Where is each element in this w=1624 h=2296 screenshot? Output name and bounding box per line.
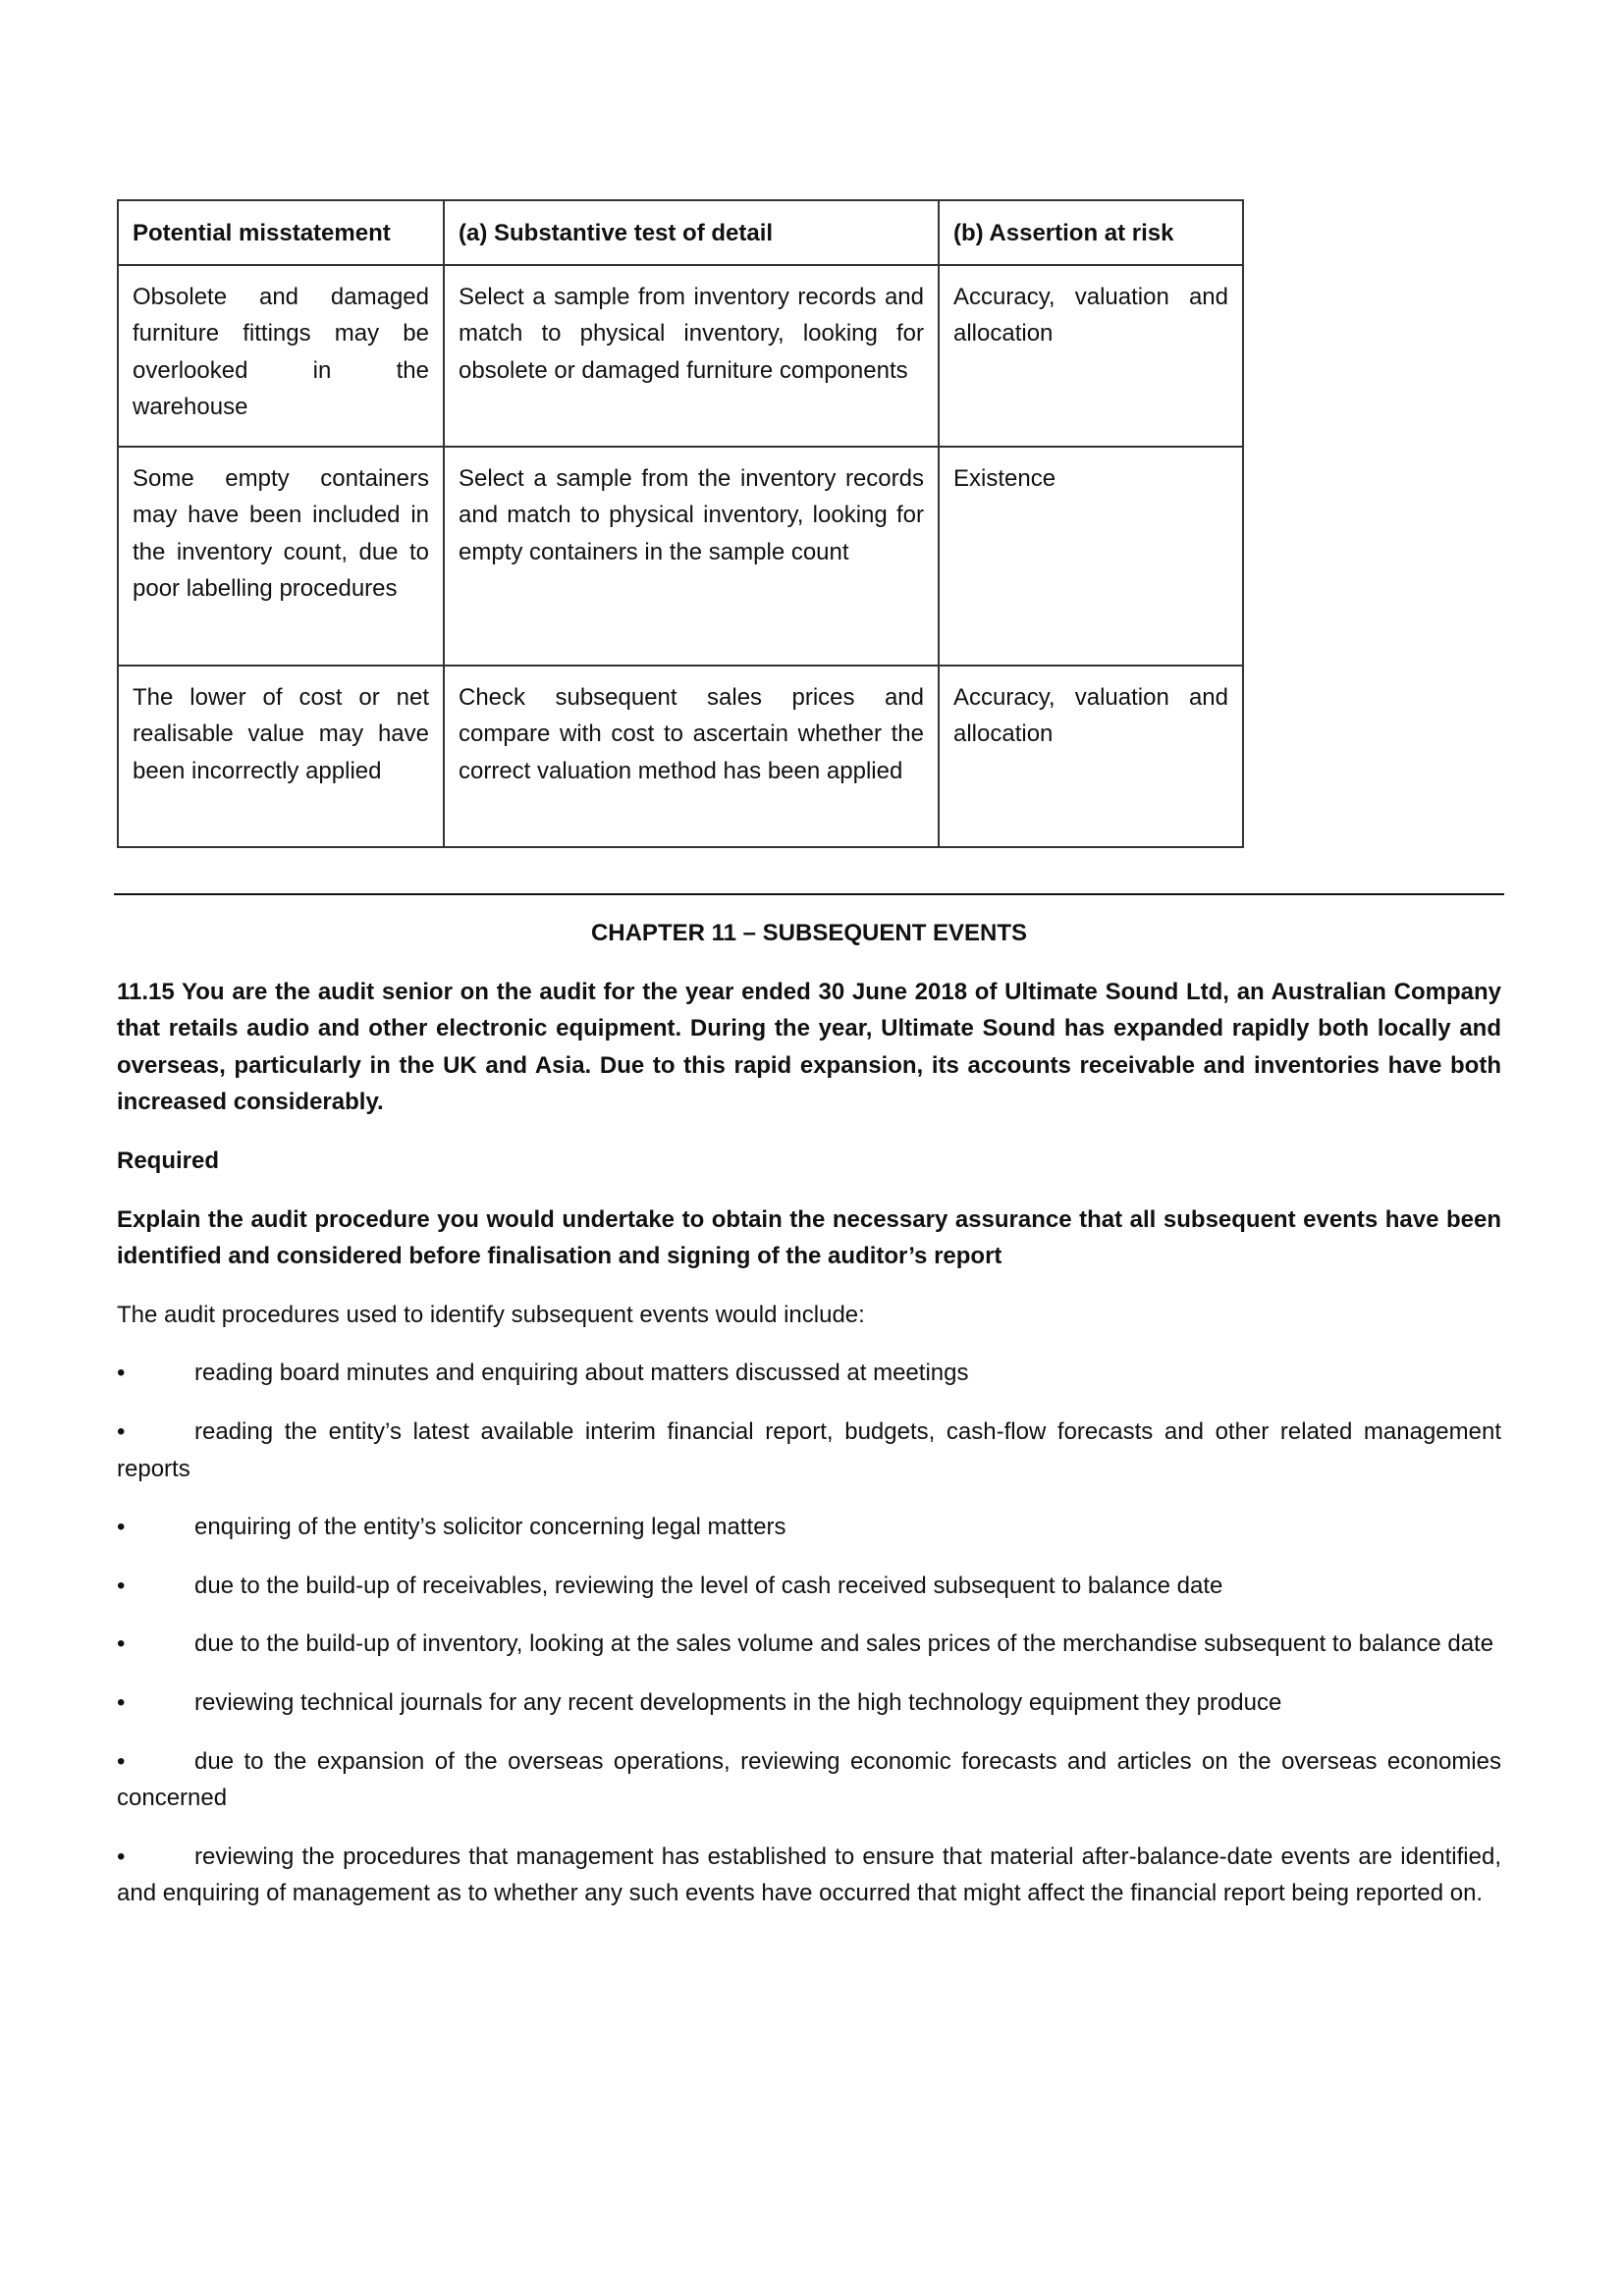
list-item bbox=[117, 1414, 1501, 1487]
list-item-text: reading the entity’s latest available interim financial report, budgets, cash-flow forecasts and other related management reports bbox=[117, 1417, 1501, 1482]
bullet-icon: • bbox=[117, 1688, 126, 1716]
bullet-icon: • bbox=[117, 1572, 126, 1599]
section-divider bbox=[114, 893, 1504, 895]
list-item bbox=[117, 1568, 1501, 1605]
chapter-heading: CHAPTER 11 – SUBSEQUENT EVENTS bbox=[590, 920, 1028, 946]
misstatement-table bbox=[117, 199, 1244, 848]
question-text: 11.15 You are the audit senior on the audit for the year ended 30 June 2018 of Ultimate Sound Ltd, an Australian Company that retails audio and other electronic equipment. During the year, Ultimate Sound has expanded rapidly both locally and overseas, particularly in the UK and Asia. Due to this rapid expansion, its accounts receivable and inventories have both increased considerably. bbox=[117, 978, 1501, 1116]
list-item bbox=[117, 1509, 1501, 1546]
column-header: (b) Assertion at risk bbox=[939, 200, 1243, 265]
list-item bbox=[117, 1684, 1501, 1722]
list-item-text: reading board minutes and enquiring about matters discussed at meetings bbox=[194, 1360, 969, 1387]
intro-text: The audit procedures used to identify subsequent events would include: bbox=[117, 1301, 865, 1328]
table-header-row bbox=[118, 200, 1243, 265]
table-cell: Accuracy, valuation and allocation bbox=[939, 265, 1243, 447]
list-item bbox=[117, 1626, 1501, 1663]
table-row bbox=[118, 447, 1243, 666]
table-cell: Obsolete and damaged furniture fittings may be overlooked in the warehouse bbox=[118, 265, 444, 447]
table-cell: Check subsequent sales prices and compare with cost to ascertain whether the correct valuation method has been applied bbox=[444, 666, 939, 847]
table-cell: Some empty containers may have been included in the inventory count, due to poor labelling procedures bbox=[118, 447, 444, 666]
bullet-icon: • bbox=[117, 1360, 126, 1387]
bullet-icon: • bbox=[117, 1842, 126, 1870]
table-row bbox=[118, 666, 1243, 847]
table-cell: Select a sample from inventory records and match to physical inventory, looking for obsolete or damaged furniture components bbox=[444, 265, 939, 447]
table-cell: Select a sample from the inventory records and match to physical inventory, looking for empty containers in the sample count bbox=[444, 447, 939, 666]
table-row bbox=[118, 265, 1243, 447]
table-cell: Accuracy, valuation and allocation bbox=[939, 666, 1243, 847]
chapter-section bbox=[117, 915, 1501, 1934]
required-label: Required bbox=[117, 1147, 220, 1174]
procedure-list bbox=[117, 1355, 1501, 1912]
list-item bbox=[117, 1355, 1501, 1392]
table-cell: Existence bbox=[939, 447, 1243, 666]
list-item-text: due to the build-up of receivables, reviewing the level of cash received subsequent to balance date bbox=[194, 1572, 1223, 1599]
required-text: Explain the audit procedure you would undertake to obtain the necessary assurance that all subsequent events have been identified and considered before finalisation and signing of the auditor’s report bbox=[117, 1205, 1501, 1270]
bullet-icon: • bbox=[117, 1630, 126, 1658]
list-item-text: due to the build-up of inventory, looking at the sales volume and sales prices of the merchandise subsequent to balance date bbox=[194, 1630, 1494, 1658]
bullet-icon: • bbox=[117, 1417, 126, 1445]
column-header: (a) Substantive test of detail bbox=[444, 200, 939, 265]
list-item-text: enquiring of the entity’s solicitor concerning legal matters bbox=[194, 1514, 786, 1541]
list-item-text: due to the expansion of the overseas operations, reviewing economic forecasts and articles on the overseas economies concerned bbox=[117, 1747, 1501, 1812]
bullet-icon: • bbox=[117, 1514, 126, 1541]
bullet-icon: • bbox=[117, 1747, 126, 1775]
list-item bbox=[117, 1839, 1501, 1912]
list-item-text: reviewing the procedures that management has established to ensure that material after-balance-date events are identified, and enquiring of management as to whether any such events have occurred that might affect the financial report being reported on. bbox=[117, 1842, 1501, 1907]
list-item bbox=[117, 1743, 1501, 1817]
list-item-text: reviewing technical journals for any recent developments in the high technology equipment they produce bbox=[194, 1688, 1282, 1716]
column-header: Potential misstatement bbox=[118, 200, 444, 265]
table-cell: The lower of cost or net realisable value may have been incorrectly applied bbox=[118, 666, 444, 847]
